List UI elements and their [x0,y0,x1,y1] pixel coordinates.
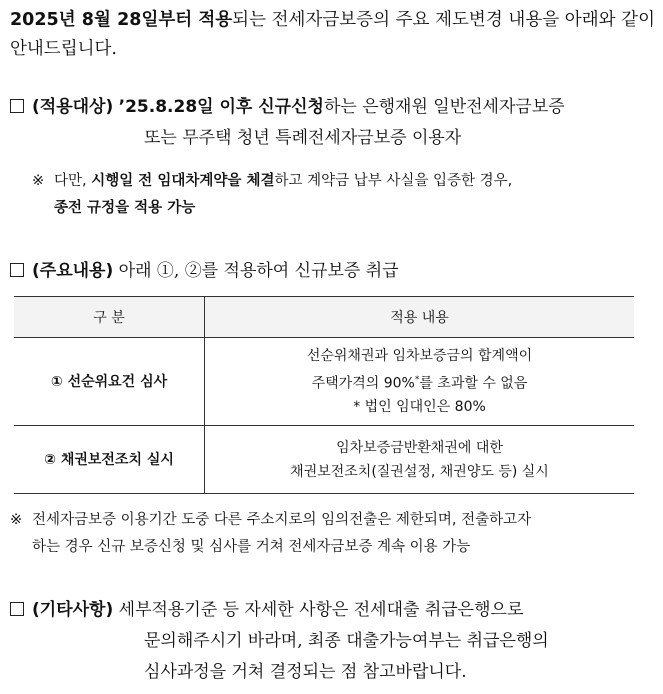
section-content-text: 아래 ①, ②를 적용하여 신규보증 취급 [118,261,399,281]
table-row-label: ① 선순위요건 심사 [14,338,205,426]
table-row-content [205,338,635,426]
table-row-line: 임차보증금반환채권에 대한 [336,439,503,456]
note-exception-b1: 시행일 전 임대차계약을 체결 [91,173,275,189]
section-other-line3: 심사과정을 거쳐 결정되는 점 참고바랍니다. [144,662,467,682]
section-other [10,595,660,688]
intro-text: 되는 전세자금보증의 주요 제도변경 내용을 아래와 같이 안내드립니다. [10,10,655,59]
section-other-line1: 세부적용기준 등 자세한 사항은 전세대출 취급은행으로 [118,600,524,620]
section-content [10,256,399,287]
note-exception-t1: 다만, [54,173,92,189]
intro-bold: 2025년 8월 28일부터 적용 [10,10,233,30]
section-target-line2: 또는 무주택 청년 특례전세자금보증 이용자 [144,128,462,148]
note-relocation-line2: 하는 경우 신규 보증신청 및 심사를 거쳐 전세자금보증 계속 이용 가능 [32,539,471,555]
checkbox-square-icon [10,602,24,616]
table-header-row [14,297,634,338]
section-target [10,92,565,154]
checkbox-square-icon [10,263,24,277]
note-exception-b2: 종전 규정을 적용 가능 [54,200,196,216]
note-exception [32,168,652,222]
note-mark: ※ [10,512,23,528]
table-row-line: 선순위채권과 임차보증금의 합계액이 [306,347,533,364]
note-relocation-line1: 전세자금보증 이용기간 도중 다른 주소지로의 임의전출은 제한되며, 전출하고자 [32,512,532,528]
section-other-label: (기타사항) [32,600,114,620]
note-mark: ※ [32,173,45,189]
section-target-label: (적용대상) [32,97,114,117]
table-row-line [206,368,633,396]
table-row-footnote: * 법인 임대인은 80% [353,399,486,416]
note-exception-t2: 하고 계약금 납부 사실을 입증한 경우, [274,173,513,189]
table-row-line: 채권보전조치(질권설정, 채권양도 등) 실시 [290,463,549,480]
table-header-content: 적용 내용 [205,297,635,338]
table-row-text: 를 초과할 수 없음 [419,375,528,392]
footnote-mark: * [414,374,420,385]
section-other-line2: 문의해주시기 바라며, 최종 대출가능여부는 취급은행의 [144,631,549,651]
table-row [14,426,634,494]
changes-table [14,296,634,494]
note-relocation [10,507,660,561]
section-content-label: (주요내용) [32,261,114,281]
table-header-category: 구 분 [14,297,205,338]
section-target-line1: 하는 은행재원 일반전세자금보증 [323,97,565,117]
section-target-bold: ’25.8.28일 이후 신규신청 [118,97,324,117]
table-row [14,338,634,426]
checkbox-square-icon [10,99,24,113]
table-row-text: 주택가격의 90% [311,375,415,392]
table-row-label: ② 채권보전조치 실시 [14,426,205,494]
table-row-content [205,426,635,494]
intro-paragraph [10,6,655,64]
